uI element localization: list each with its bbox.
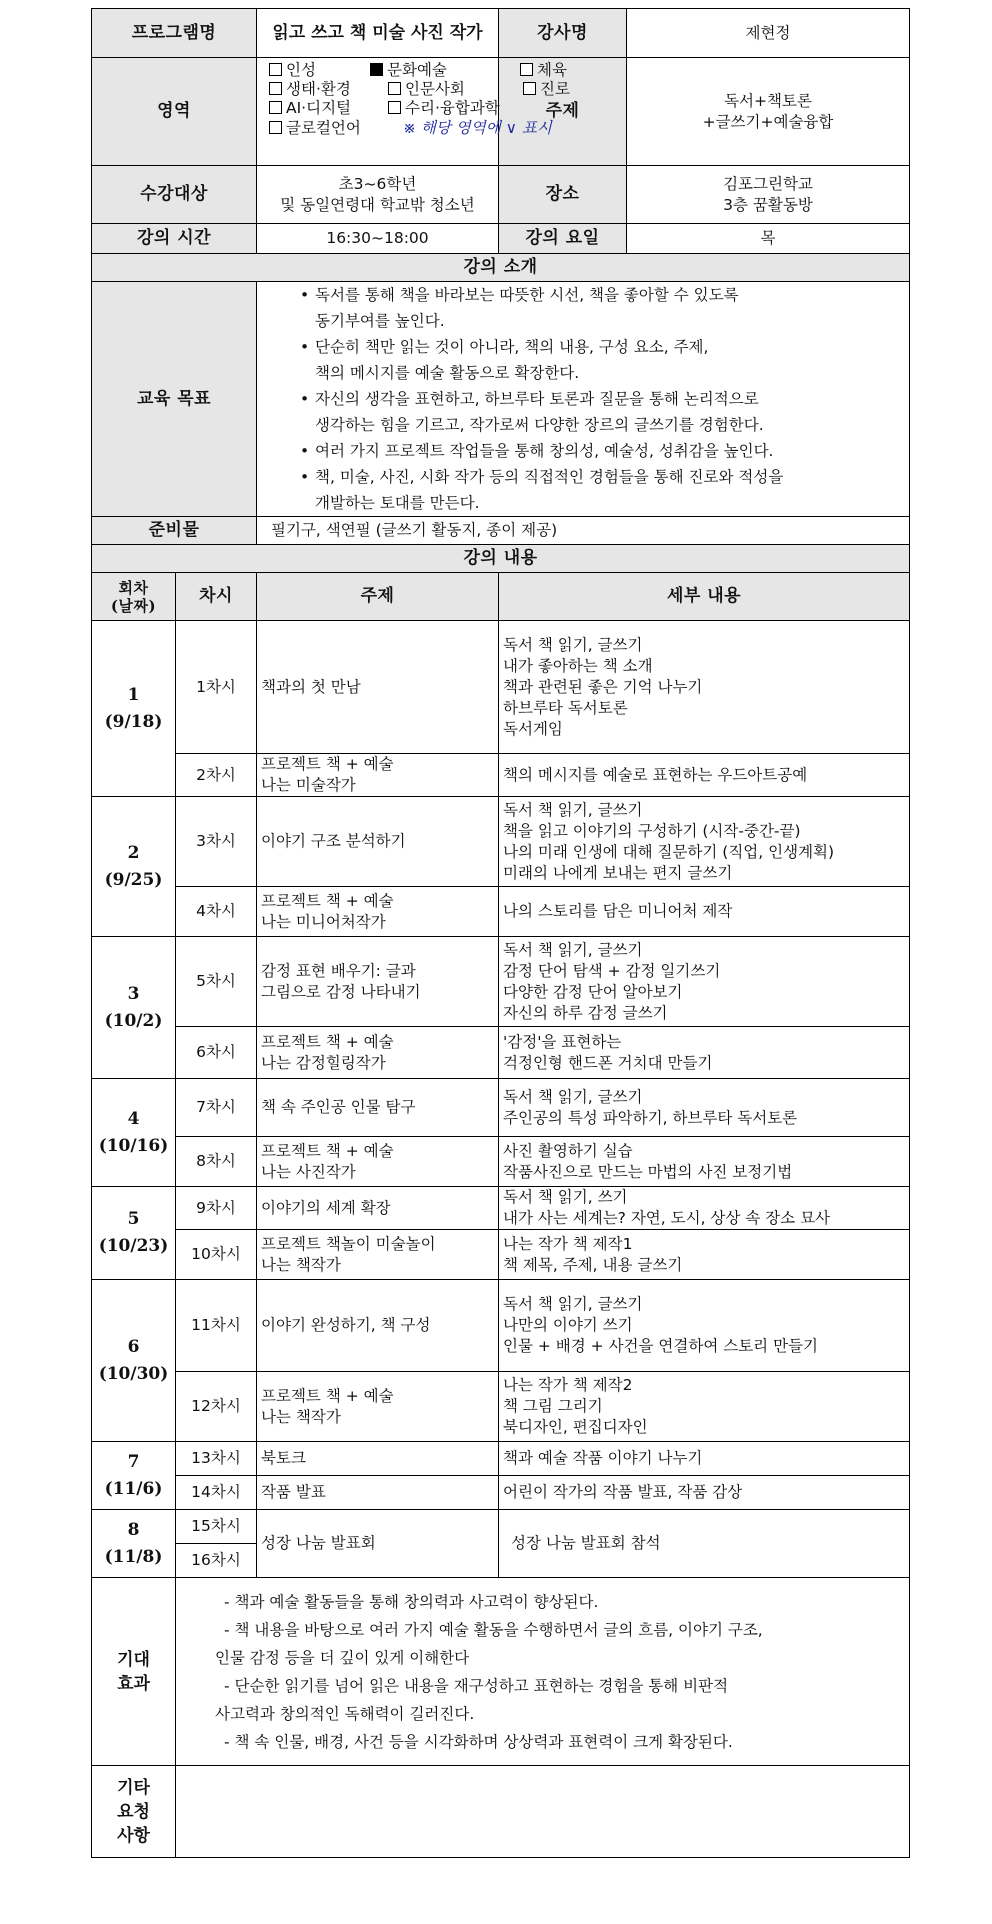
- session-number-cell: 8 (11/8): [92, 1510, 176, 1578]
- instructor-name: 제현정: [627, 9, 910, 58]
- checkbox-icon[interactable]: [520, 63, 533, 76]
- lesson-cell: 14차시: [176, 1476, 257, 1510]
- lesson-cell: 1차시: [176, 621, 257, 754]
- topic-cell: 작품 발표: [257, 1476, 499, 1510]
- lesson-cell: 12차시: [176, 1372, 257, 1442]
- intro-title: 강의 소개: [92, 254, 910, 282]
- topic-cell: 프로젝트 책놀이 미술놀이 나는 책작가: [257, 1230, 499, 1280]
- session-number-cell: 5 (10/23): [92, 1187, 176, 1280]
- detail-cell: 나는 작가 책 제작1 책 제목, 주제, 내용 글쓰기: [499, 1230, 910, 1280]
- other-requests-value[interactable]: [176, 1766, 910, 1858]
- checkbox-icon[interactable]: [269, 101, 282, 114]
- lesson-cell: 15차시: [176, 1510, 257, 1544]
- topic-cell: 프로젝트 책 + 예술 나는 미니어처작가: [257, 887, 499, 937]
- lesson-cell: 3차시: [176, 797, 257, 887]
- topic-cell: 감정 표현 배우기: 글과 그림으로 감정 나타내기: [257, 937, 499, 1027]
- goal-label: 교육 목표: [92, 282, 257, 517]
- area-option[interactable]: 인성: [269, 60, 316, 81]
- effects-list: [176, 1578, 910, 1766]
- topic-cell: 성장 나눔 발표회: [257, 1510, 499, 1578]
- detail-cell: 나의 스토리를 담은 미니어처 제작: [499, 887, 910, 937]
- session-number-cell: 3 (10/2): [92, 937, 176, 1079]
- topic-cell: 프로젝트 책 + 예술 나는 감정힐링작가: [257, 1027, 499, 1079]
- area-option[interactable]: 진로: [523, 79, 570, 100]
- lesson-header: 차시: [176, 573, 257, 621]
- lesson-cell: 5차시: [176, 937, 257, 1027]
- detail-cell: 독서 책 읽기, 글쓰기 책을 읽고 이야기의 구성하기 (시작-중간-끝) 나의 미래 인생에 대해 질문하기 (직업, 인생계획) 미래의 나에게 보내는 편지 글쓰기: [499, 797, 910, 887]
- checkbox-icon[interactable]: [269, 82, 282, 95]
- checkbox-icon[interactable]: [269, 63, 282, 76]
- area-option[interactable]: AI·디지털: [269, 98, 351, 119]
- content-title: 강의 내용: [92, 545, 910, 573]
- detail-cell: 독서 책 읽기, 글쓰기 감정 단어 탐색 + 감정 일기쓰기 다양한 감정 단어 알아보기 자신의 하루 감정 글쓰기: [499, 937, 910, 1027]
- area-option[interactable]: 글로컬언어: [269, 118, 361, 139]
- topic-cell: 책 속 주인공 인물 탐구: [257, 1079, 499, 1137]
- detail-cell: 어린이 작가의 작품 발표, 작품 감상: [499, 1476, 910, 1510]
- lesson-cell: 10차시: [176, 1230, 257, 1280]
- session-row: [92, 1079, 910, 1137]
- goal-item: • 책, 미술, 사진, 시화 작가 등의 직접적인 경험들을 통해 진로와 적성을 개발하는 토대를 만든다.: [315, 464, 909, 516]
- session-row: [92, 1280, 910, 1372]
- area-option[interactable]: 생태·환경: [269, 79, 351, 100]
- checked-checkbox-icon[interactable]: [370, 63, 383, 76]
- program-name-label: 프로그램명: [92, 9, 257, 58]
- session-row: [92, 887, 910, 937]
- session-number-cell: 7 (11/6): [92, 1442, 176, 1510]
- theme-value: 독서+책토론 +글쓰기+예술융합: [627, 58, 910, 166]
- topic-cell: 책과의 첫 만남: [257, 621, 499, 754]
- session-row: [92, 754, 910, 797]
- area-option[interactable]: 인문사회: [388, 79, 465, 100]
- course-plan-document: [91, 8, 909, 1858]
- target-value: 초3~6학년 및 동일연령대 학교밖 청소년: [257, 166, 499, 224]
- goal-item: • 단순히 책만 읽는 것이 아니라, 책의 내용, 구성 요소, 주제, 책의 메시지를 예술 활동으로 확장한다.: [315, 334, 909, 386]
- checkbox-icon[interactable]: [523, 82, 536, 95]
- detail-cell: 독서 책 읽기, 글쓰기 나만의 이야기 쓰기 인물 + 배경 + 사건을 연결하여 스토리 만들기: [499, 1280, 910, 1372]
- goal-item: • 자신의 생각을 표현하고, 하브루타 토론과 질문을 통해 논리적으로 생각하는 힘을 기르고, 작가로써 다양한 장르의 글쓰기를 경험한다.: [315, 386, 909, 438]
- course-plan-table: [91, 8, 910, 1858]
- target-label: 수강대상: [92, 166, 257, 224]
- detail-cell: 사진 촬영하기 실습 작품사진으로 만드는 마법의 사진 보정기법: [499, 1137, 910, 1187]
- detail-cell: '감정'을 표현하는 걱정인형 핸드폰 거치대 만들기: [499, 1027, 910, 1079]
- session-row: [92, 1027, 910, 1079]
- area-option[interactable]: 수리·융합과학: [388, 98, 500, 119]
- lesson-cell: 6차시: [176, 1027, 257, 1079]
- lesson-cell: 11차시: [176, 1280, 257, 1372]
- detail-header: 세부 내용: [499, 573, 910, 621]
- effect-line: - 책 속 인물, 배경, 사건 등을 시각화하며 상상력과 표현력이 크게 확장된다.: [224, 1732, 733, 1751]
- area-option[interactable]: 문화예술: [370, 60, 447, 81]
- session-row: [92, 1476, 910, 1510]
- theme-label: 주제: [499, 58, 627, 166]
- round-header: 회차 (날짜): [92, 573, 176, 621]
- checkbox-icon[interactable]: [388, 82, 401, 95]
- lesson-cell: 8차시: [176, 1137, 257, 1187]
- goal-list: [257, 282, 910, 517]
- area-option[interactable]: 체육: [520, 60, 567, 81]
- area-note: ※ 해당 영역에 ∨ 표시: [403, 118, 552, 137]
- topic-cell: 프로젝트 책 + 예술 나는 미술작가: [257, 754, 499, 797]
- topic-cell: 이야기 구조 분석하기: [257, 797, 499, 887]
- lesson-cell: 2차시: [176, 754, 257, 797]
- session-row: [92, 1137, 910, 1187]
- lesson-cell: 13차시: [176, 1442, 257, 1476]
- topic-header: 주제: [257, 573, 499, 621]
- goal-item: • 여러 가지 프로젝트 작업들을 통해 창의성, 예술성, 성취감을 높인다.: [315, 438, 909, 464]
- session-row: [92, 797, 910, 887]
- detail-cell: 책의 메시지를 예술로 표현하는 우드아트공예: [499, 754, 910, 797]
- program-name: 읽고 쓰고 책 미술 사진 작가: [257, 9, 499, 58]
- effects-label: 기대 효과: [92, 1578, 176, 1766]
- session-row: [92, 1442, 910, 1476]
- detail-cell: 독서 책 읽기, 글쓰기 내가 좋아하는 책 소개 책과 관련된 좋은 기억 나누기 하브루타 독서토론 독서게임: [499, 621, 910, 754]
- effect-line: 사고력과 창의적인 독해력이 길러진다.: [215, 1704, 475, 1723]
- day-value: 목: [627, 224, 910, 254]
- topic-cell: 북토크: [257, 1442, 499, 1476]
- checkbox-icon[interactable]: [269, 121, 282, 134]
- instructor-label: 강사명: [499, 9, 627, 58]
- session-number-cell: 4 (10/16): [92, 1079, 176, 1187]
- detail-cell: 독서 책 읽기, 글쓰기 주인공의 특성 파악하기, 하브루타 독서토론: [499, 1079, 910, 1137]
- topic-cell: 이야기의 세계 확장: [257, 1187, 499, 1230]
- lesson-cell: 7차시: [176, 1079, 257, 1137]
- place-label: 장소: [499, 166, 627, 224]
- other-requests-label: 기타 요청 사항: [92, 1766, 176, 1858]
- lesson-cell: 9차시: [176, 1187, 257, 1230]
- time-label: 강의 시간: [92, 224, 257, 254]
- day-label: 강의 요일: [499, 224, 627, 254]
- time-value: 16:30~18:00: [257, 224, 499, 254]
- topic-cell: 이야기 완성하기, 책 구성: [257, 1280, 499, 1372]
- lesson-cell: 16차시: [176, 1544, 257, 1578]
- detail-cell: 독서 책 읽기, 쓰기 내가 사는 세계는? 자연, 도시, 상상 속 장소 묘사: [499, 1187, 910, 1230]
- detail-cell: 나는 작가 책 제작2 책 그림 그리기 북디자인, 편집디자인: [499, 1372, 910, 1442]
- effect-line: - 책 내용을 바탕으로 여러 가지 예술 활동을 수행하면서 글의 흐름, 이야기 구조,: [224, 1620, 763, 1639]
- area-label: 영역: [92, 58, 257, 166]
- session-row: [92, 1510, 910, 1544]
- session-number-cell: 6 (10/30): [92, 1280, 176, 1442]
- topic-cell: 프로젝트 책 + 예술 나는 사진작가: [257, 1137, 499, 1187]
- lesson-cell: 4차시: [176, 887, 257, 937]
- effect-line: 인물 감정 등을 더 깊이 있게 이해한다: [215, 1648, 470, 1667]
- session-number-cell: 2 (9/25): [92, 797, 176, 937]
- session-row: [92, 1372, 910, 1442]
- topic-cell: 프로젝트 책 + 예술 나는 책작가: [257, 1372, 499, 1442]
- effect-line: - 단순한 읽기를 넘어 읽은 내용을 재구성하고 표현하는 경험을 통해 비판적: [224, 1676, 729, 1695]
- session-row: [92, 1187, 910, 1230]
- prep-value: 필기구, 색연필 (글쓰기 활동지, 종이 제공): [257, 517, 910, 545]
- detail-cell: 성장 나눔 발표회 참석: [499, 1510, 910, 1578]
- session-row: [92, 621, 910, 754]
- goal-item: • 독서를 통해 책을 바라보는 따뜻한 시선, 책을 좋아할 수 있도록 동기부여를 높인다.: [315, 282, 909, 334]
- session-row: [92, 1230, 910, 1280]
- detail-cell: 책과 예술 작품 이야기 나누기: [499, 1442, 910, 1476]
- session-number-cell: 1 (9/18): [92, 621, 176, 797]
- prep-label: 준비물: [92, 517, 257, 545]
- effect-line: - 책과 예술 활동들을 통해 창의력과 사고력이 향상된다.: [224, 1592, 599, 1611]
- place-value: 김포그린학교 3층 꿈활동방: [627, 166, 910, 224]
- session-row: [92, 937, 910, 1027]
- checkbox-icon[interactable]: [388, 101, 401, 114]
